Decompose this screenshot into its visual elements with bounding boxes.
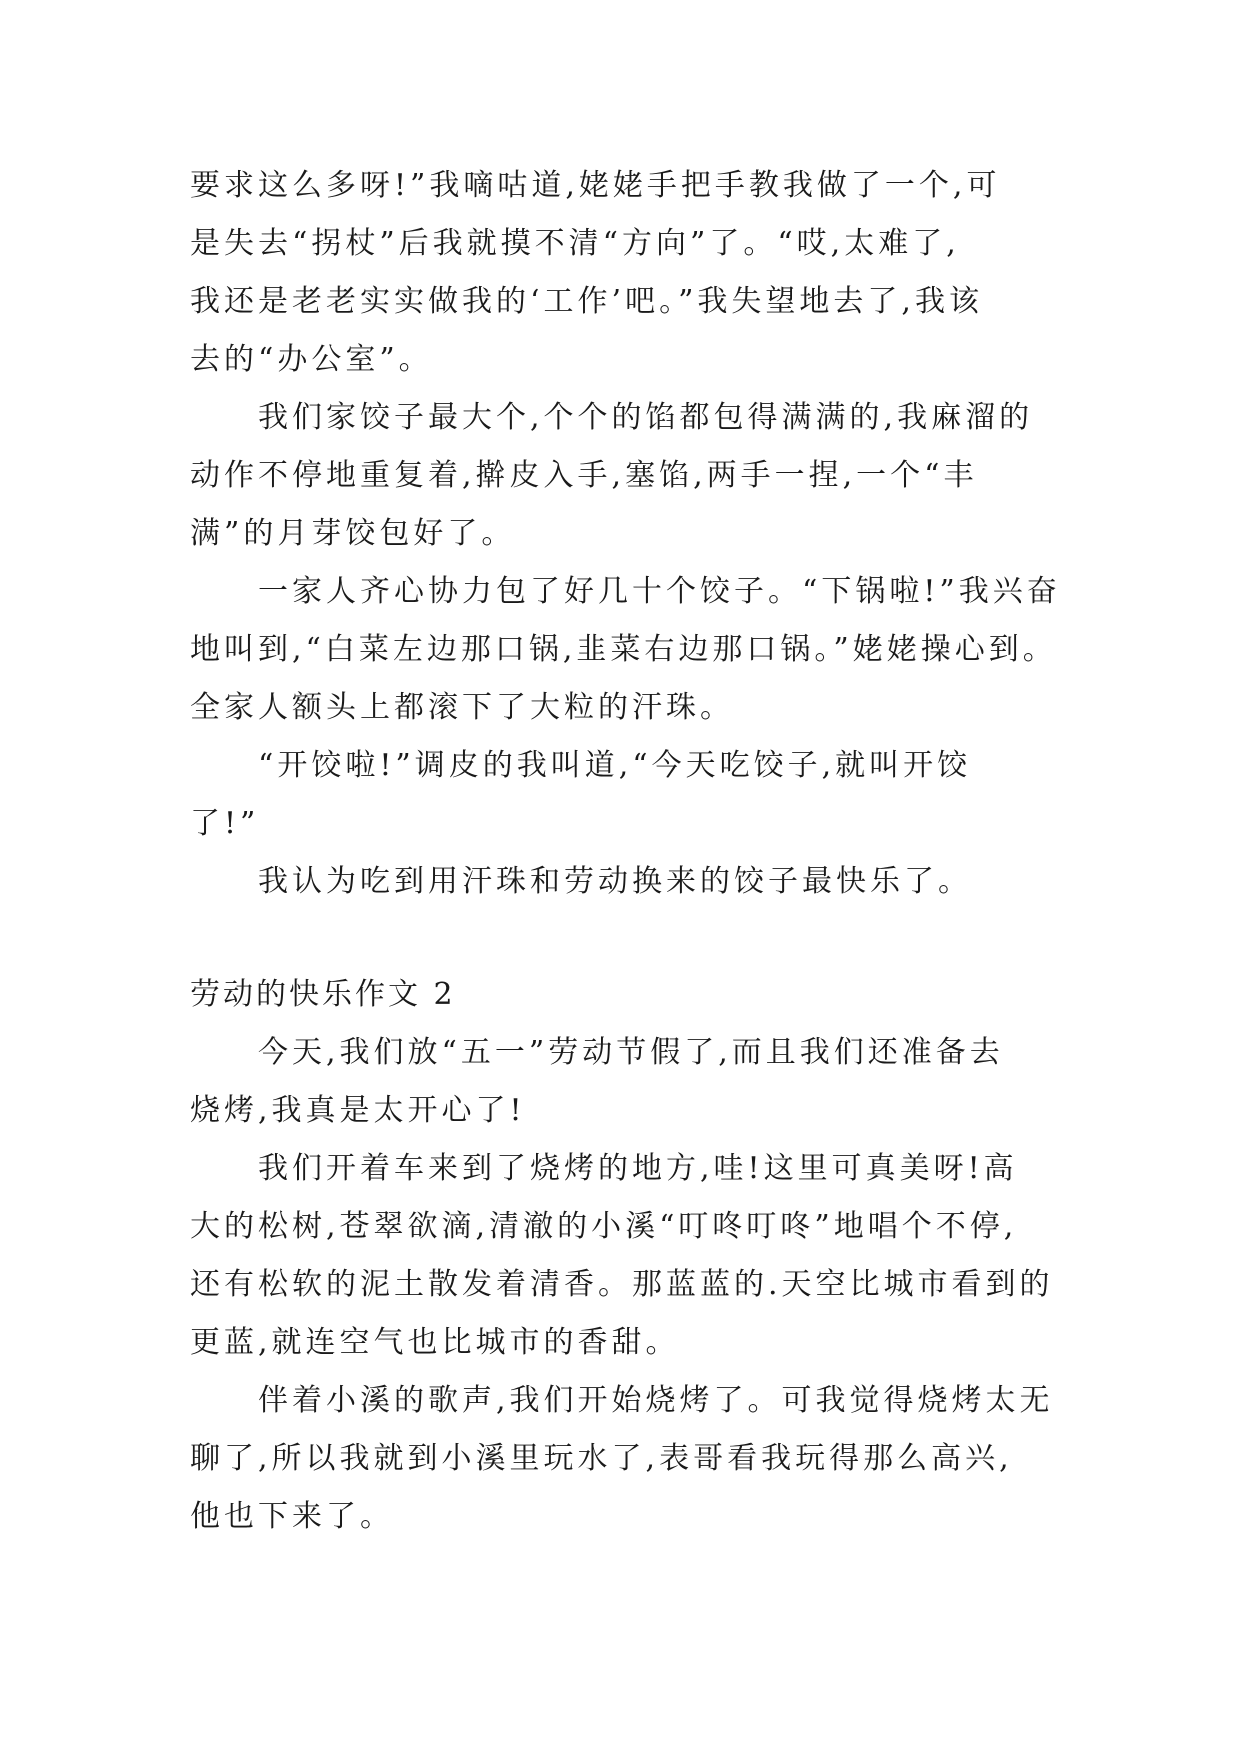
paragraph-line: 聊了,所以我就到小溪里玩水了,表哥看我玩得那么高兴,	[190, 1441, 1013, 1476]
paragraph-line: 一家人齐心协力包了好几十个饺子。“下锅啦!”我兴奋	[190, 574, 1061, 609]
paragraph-line: 大的松树,苍翠欲滴,清澈的小溪“叮咚叮咚”地唱个不停,	[190, 1209, 1018, 1244]
paragraph-line: 地叫到,“白菜左边那口锅,韭菜右边那口锅。”姥姥操心到。	[190, 632, 1057, 667]
paragraph-line: “开饺啦!”调皮的我叫道,“今天吃饺子,就叫开饺	[190, 748, 972, 783]
paragraph-line: 烧烤,我真是太开心了!	[190, 1093, 526, 1128]
section-heading: 劳动的快乐作文 2	[190, 977, 456, 1012]
paragraph-line: 了!”	[190, 806, 260, 841]
paragraph-line: 他也下来了。	[190, 1499, 394, 1534]
paragraph-line: 动作不停地重复着,擀皮入手,塞馅,两手一捏,一个“丰	[190, 458, 978, 493]
paragraph-line: 去的“办公室”。	[190, 342, 433, 377]
paragraph-line: 满”的月芽饺包好了。	[190, 516, 516, 551]
paragraph-line: 更蓝,就连空气也比城市的香甜。	[190, 1325, 680, 1360]
paragraph-line: 要求这么多呀!”我嘀咕道,姥姥手把手教我做了一个,可	[190, 168, 1001, 203]
paragraph-line: 我们开着车来到了烧烤的地方,哇!这里可真美呀!高	[190, 1151, 1018, 1186]
paragraph-line: 全家人额头上都滚下了大粒的汗珠。	[190, 690, 734, 725]
paragraph-line: 我认为吃到用汗珠和劳动换来的饺子最快乐了。	[190, 864, 972, 899]
paragraph-line: 是失去“拐杖”后我就摸不清“方向”了。“哎,太难了,	[190, 226, 960, 261]
paragraph-line: 还有松软的泥土散发着清香。那蓝蓝的.天空比城市看到的	[190, 1267, 1054, 1302]
paragraph-line: 今天,我们放“五一”劳动节假了,而且我们还准备去	[190, 1035, 1004, 1070]
paragraph-line: 伴着小溪的歌声,我们开始烧烤了。可我觉得烧烤太无	[190, 1383, 1054, 1418]
paragraph-line: 我还是老老实实做我的‘工作’吧。”我失望地去了,我该	[190, 284, 983, 319]
paragraph-line: 我们家饺子最大个,个个的馅都包得满满的,我麻溜的	[190, 400, 1034, 435]
